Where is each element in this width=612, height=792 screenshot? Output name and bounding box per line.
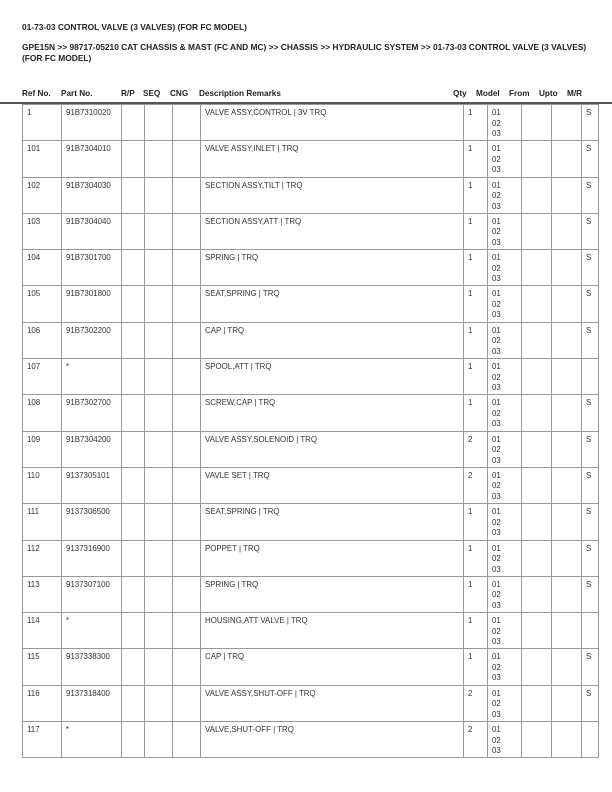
cell-qty: 1 [464, 395, 488, 431]
cell-ref: 108 [23, 395, 62, 431]
cell-model [488, 649, 522, 685]
cell-model [488, 431, 522, 467]
table-row [23, 540, 599, 576]
cell-rp [122, 649, 145, 685]
cell-cng [173, 213, 201, 249]
header-seq: SEQ [143, 89, 161, 98]
model-code: 03 [492, 419, 501, 429]
cell-ref: 116 [23, 685, 62, 721]
cell-qty: 2 [464, 431, 488, 467]
cell-cng [173, 722, 201, 758]
cell-desc: VALVE ASSY,SHUT-OFF | TRQ [201, 685, 464, 721]
cell-rp [122, 141, 145, 177]
cell-desc: SEAT,SPRING | TRQ [201, 504, 464, 540]
cell-part: 9137338300 [62, 649, 122, 685]
cell-rp [122, 504, 145, 540]
cell-cng [173, 322, 201, 358]
cell-rp [122, 286, 145, 322]
cell-rp [122, 467, 145, 503]
cell-desc: VALVE ASSY,CONTROL | 3V TRQ [201, 105, 464, 141]
model-code: 03 [492, 310, 501, 320]
model-code: 02 [492, 554, 501, 564]
cell-from [522, 141, 552, 177]
cell-ref: 1 [23, 105, 62, 141]
cell-upto [552, 431, 582, 467]
cell-model [488, 250, 522, 286]
cell-mr: S [582, 322, 599, 358]
cell-ref: 105 [23, 286, 62, 322]
header-qty: Qty [453, 89, 467, 98]
cell-desc: SECTION ASSY,TILT | TRQ [201, 177, 464, 213]
cell-desc: SCREW,CAP | TRQ [201, 395, 464, 431]
cell-from [522, 613, 552, 649]
model-code: 02 [492, 408, 501, 418]
cell-desc: SEAT,SPRING | TRQ [201, 286, 464, 322]
cell-mr: S [582, 576, 599, 612]
cell-cng [173, 613, 201, 649]
cell-seq [145, 105, 173, 141]
table-row [23, 322, 599, 358]
cell-part: 9137316900 [62, 540, 122, 576]
model-code: 03 [492, 600, 501, 610]
cell-from [522, 177, 552, 213]
cell-model [488, 359, 522, 395]
cell-upto [552, 649, 582, 685]
table-row [23, 213, 599, 249]
cell-cng [173, 286, 201, 322]
cell-part: * [62, 359, 122, 395]
model-code: 03 [492, 564, 501, 574]
cell-upto [552, 177, 582, 213]
cell-desc: VALVE,SHUT-OFF | TRQ [201, 722, 464, 758]
cell-mr: S [582, 286, 599, 322]
breadcrumb: GPE15N >> 98717-05210 CAT CHASSIS & MAST (FC AND MC) >> CHASSIS >> HYDRAULIC SYSTEM >> 01-73-03 CONTROL VALVE (3 VALVES) (FOR FC MODEL) [22, 42, 587, 63]
cell-model [488, 395, 522, 431]
header-part: Part No. [61, 89, 93, 98]
cell-qty: 1 [464, 105, 488, 141]
cell-cng [173, 395, 201, 431]
cell-desc: SPOOL,ATT | TRQ [201, 359, 464, 395]
cell-cng [173, 649, 201, 685]
cell-model [488, 141, 522, 177]
model-code: 01 [492, 325, 501, 335]
cell-model [488, 105, 522, 141]
model-code: 03 [492, 528, 501, 538]
model-code: 02 [492, 626, 501, 636]
cell-upto [552, 540, 582, 576]
cell-ref: 112 [23, 540, 62, 576]
model-code: 02 [492, 699, 501, 709]
cell-seq [145, 431, 173, 467]
cell-mr [582, 722, 599, 758]
cell-from [522, 504, 552, 540]
cell-rp [122, 685, 145, 721]
model-code: 01 [492, 108, 501, 117]
cell-ref: 102 [23, 177, 62, 213]
cell-cng [173, 177, 201, 213]
cell-ref: 101 [23, 141, 62, 177]
cell-mr: S [582, 250, 599, 286]
model-code: 02 [492, 154, 501, 164]
cell-seq [145, 250, 173, 286]
cell-upto [552, 576, 582, 612]
cell-cng [173, 250, 201, 286]
model-code: 02 [492, 372, 501, 382]
cell-model [488, 613, 522, 649]
model-code: 02 [492, 517, 501, 527]
cell-part: 9137306500 [62, 504, 122, 540]
cell-qty: 1 [464, 250, 488, 286]
cell-mr: S [582, 685, 599, 721]
model-code: 02 [492, 191, 501, 201]
cell-ref: 114 [23, 613, 62, 649]
model-code: 01 [492, 579, 501, 589]
cell-mr: S [582, 467, 599, 503]
cell-qty: 1 [464, 141, 488, 177]
table-row [23, 504, 599, 540]
cell-upto [552, 322, 582, 358]
cell-mr: S [582, 540, 599, 576]
cell-cng [173, 540, 201, 576]
cell-rp [122, 322, 145, 358]
model-code: 03 [492, 746, 501, 756]
header-desc: Description Remarks [199, 89, 281, 98]
cell-model [488, 504, 522, 540]
cell-from [522, 359, 552, 395]
cell-seq [145, 467, 173, 503]
model-code: 02 [492, 263, 501, 273]
model-code: 01 [492, 253, 501, 263]
cell-seq [145, 649, 173, 685]
cell-seq [145, 613, 173, 649]
cell-upto [552, 105, 582, 141]
cell-qty: 1 [464, 576, 488, 612]
cell-ref: 110 [23, 467, 62, 503]
model-code: 03 [492, 237, 501, 247]
cell-model [488, 213, 522, 249]
cell-cng [173, 141, 201, 177]
cell-model [488, 177, 522, 213]
cell-seq [145, 504, 173, 540]
model-code: 01 [492, 688, 501, 698]
cell-cng [173, 359, 201, 395]
model-code: 01 [492, 144, 501, 154]
cell-ref: 106 [23, 322, 62, 358]
page-title: 01-73-03 CONTROL VALVE (3 VALVES) (FOR FC MODEL) [22, 22, 247, 32]
cell-part: 9137318400 [62, 685, 122, 721]
model-code: 01 [492, 362, 501, 372]
header-cng: CNG [170, 89, 189, 98]
table-row [23, 177, 599, 213]
cell-cng [173, 685, 201, 721]
cell-mr: S [582, 504, 599, 540]
cell-part: 9137305101 [62, 467, 122, 503]
model-code: 01 [492, 616, 501, 626]
cell-desc: VALVE ASSY,SOLENOID | TRQ [201, 431, 464, 467]
model-code: 02 [492, 481, 501, 491]
model-code: 01 [492, 180, 501, 190]
cell-qty: 1 [464, 322, 488, 358]
cell-mr: S [582, 649, 599, 685]
model-code: 02 [492, 118, 501, 128]
cell-qty: 1 [464, 359, 488, 395]
header-upto: Upto [539, 89, 558, 98]
model-code: 03 [492, 201, 501, 211]
cell-part: * [62, 722, 122, 758]
cell-cng [173, 105, 201, 141]
model-code: 03 [492, 165, 501, 175]
cell-part: 91B7304010 [62, 141, 122, 177]
cell-part: 91B7310020 [62, 105, 122, 141]
cell-desc: CAP | TRQ [201, 649, 464, 685]
cell-ref: 117 [23, 722, 62, 758]
cell-from [522, 213, 552, 249]
cell-rp [122, 105, 145, 141]
model-code: 03 [492, 274, 501, 284]
cell-mr: S [582, 395, 599, 431]
cell-ref: 103 [23, 213, 62, 249]
cell-upto [552, 359, 582, 395]
cell-qty: 1 [464, 177, 488, 213]
cell-ref: 113 [23, 576, 62, 612]
cell-seq [145, 286, 173, 322]
model-code: 03 [492, 346, 501, 356]
cell-rp [122, 359, 145, 395]
model-code: 01 [492, 725, 501, 735]
cell-part: 91B7302200 [62, 322, 122, 358]
cell-cng [173, 431, 201, 467]
cell-seq [145, 177, 173, 213]
cell-from [522, 467, 552, 503]
cell-from [522, 540, 552, 576]
cell-model [488, 722, 522, 758]
cell-rp [122, 613, 145, 649]
cell-desc: VALVE ASSY,INLET | TRQ [201, 141, 464, 177]
cell-part: 91B7304040 [62, 213, 122, 249]
cell-qty: 1 [464, 649, 488, 685]
cell-qty: 1 [464, 286, 488, 322]
cell-desc: HOUSING,ATT VALVE | TRQ [201, 613, 464, 649]
cell-mr [582, 613, 599, 649]
cell-from [522, 395, 552, 431]
header-mr: M/R [567, 89, 583, 98]
model-code: 02 [492, 445, 501, 455]
cell-cng [173, 467, 201, 503]
model-code: 03 [492, 673, 501, 683]
cell-model [488, 576, 522, 612]
cell-seq [145, 540, 173, 576]
model-code: 02 [492, 336, 501, 346]
cell-mr: S [582, 177, 599, 213]
cell-qty: 2 [464, 722, 488, 758]
table-row [23, 141, 599, 177]
cell-desc: SPRING | TRQ [201, 576, 464, 612]
cell-from [522, 576, 552, 612]
cell-upto [552, 250, 582, 286]
cell-ref: 115 [23, 649, 62, 685]
cell-desc: POPPET | TRQ [201, 540, 464, 576]
table-row [23, 395, 599, 431]
cell-ref: 107 [23, 359, 62, 395]
cell-upto [552, 286, 582, 322]
model-code: 03 [492, 709, 501, 719]
cell-model [488, 540, 522, 576]
cell-from [522, 431, 552, 467]
cell-ref: 104 [23, 250, 62, 286]
model-code: 02 [492, 590, 501, 600]
table-row [23, 286, 599, 322]
cell-from [522, 322, 552, 358]
cell-upto [552, 141, 582, 177]
cell-upto [552, 722, 582, 758]
model-code: 03 [492, 383, 501, 393]
cell-mr [582, 359, 599, 395]
cell-mr: S [582, 431, 599, 467]
model-code: 02 [492, 662, 501, 672]
table-row [23, 649, 599, 685]
model-code: 03 [492, 637, 501, 647]
cell-seq [145, 213, 173, 249]
cell-desc: SECTION ASSY,ATT | TRQ [201, 213, 464, 249]
model-code: 01 [492, 398, 501, 408]
cell-mr: S [582, 105, 599, 141]
table-row [23, 431, 599, 467]
cell-qty: 1 [464, 213, 488, 249]
model-code: 01 [492, 507, 501, 517]
model-code: 01 [492, 652, 501, 662]
model-code: 01 [492, 216, 501, 226]
cell-rp [122, 213, 145, 249]
cell-upto [552, 213, 582, 249]
cell-from [522, 649, 552, 685]
cell-model [488, 286, 522, 322]
cell-part: 91B7301800 [62, 286, 122, 322]
model-code: 02 [492, 299, 501, 309]
cell-desc: SPRING | TRQ [201, 250, 464, 286]
cell-from [522, 286, 552, 322]
cell-model [488, 467, 522, 503]
model-code: 01 [492, 543, 501, 553]
header-rp: R/P [121, 89, 135, 98]
model-code: 02 [492, 735, 501, 745]
cell-part: 9137307100 [62, 576, 122, 612]
header-from: From [509, 89, 530, 98]
cell-mr: S [582, 213, 599, 249]
cell-qty: 2 [464, 467, 488, 503]
cell-upto [552, 685, 582, 721]
table-row [23, 105, 599, 141]
cell-from [522, 250, 552, 286]
cell-from [522, 722, 552, 758]
cell-seq [145, 576, 173, 612]
cell-cng [173, 504, 201, 540]
table-header [0, 87, 612, 104]
cell-part: 91B7304200 [62, 431, 122, 467]
table-row [23, 467, 599, 503]
cell-seq [145, 359, 173, 395]
cell-part: 91B7302700 [62, 395, 122, 431]
cell-seq [145, 395, 173, 431]
model-code: 01 [492, 470, 501, 480]
model-code: 03 [492, 455, 501, 465]
cell-seq [145, 322, 173, 358]
cell-upto [552, 467, 582, 503]
table-row [23, 722, 599, 758]
cell-rp [122, 722, 145, 758]
cell-cng [173, 576, 201, 612]
model-code: 03 [492, 129, 501, 138]
cell-ref: 109 [23, 431, 62, 467]
cell-rp [122, 395, 145, 431]
cell-seq [145, 685, 173, 721]
cell-desc: CAP | TRQ [201, 322, 464, 358]
cell-rp [122, 576, 145, 612]
cell-ref: 111 [23, 504, 62, 540]
cell-desc: VAVLE SET | TRQ [201, 467, 464, 503]
table-row [23, 359, 599, 395]
table-row [23, 576, 599, 612]
cell-upto [552, 613, 582, 649]
cell-rp [122, 177, 145, 213]
cell-qty: 1 [464, 540, 488, 576]
parts-table [22, 104, 599, 758]
cell-from [522, 685, 552, 721]
cell-model [488, 685, 522, 721]
table-row [23, 685, 599, 721]
cell-seq [145, 722, 173, 758]
model-code: 02 [492, 227, 501, 237]
cell-from [522, 105, 552, 141]
cell-qty: 1 [464, 613, 488, 649]
model-code: 01 [492, 434, 501, 444]
cell-model [488, 322, 522, 358]
cell-part: 91B7301700 [62, 250, 122, 286]
cell-qty: 1 [464, 504, 488, 540]
cell-seq [145, 141, 173, 177]
cell-rp [122, 431, 145, 467]
header-model: Model [476, 89, 500, 98]
model-code: 01 [492, 289, 501, 299]
cell-rp [122, 540, 145, 576]
table-row [23, 250, 599, 286]
cell-part: 91B7304030 [62, 177, 122, 213]
cell-upto [552, 395, 582, 431]
cell-upto [552, 504, 582, 540]
model-code: 03 [492, 491, 501, 501]
cell-qty: 2 [464, 685, 488, 721]
table-row [23, 613, 599, 649]
cell-part: * [62, 613, 122, 649]
cell-rp [122, 250, 145, 286]
cell-mr: S [582, 141, 599, 177]
header-ref: Ref No. [22, 89, 51, 98]
